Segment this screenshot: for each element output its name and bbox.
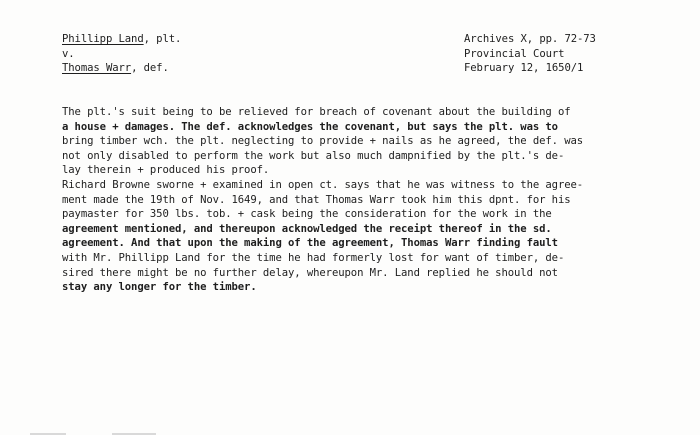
abstract-line: with Mr. Phillipp Land for the time he had formerly lost for want of timber, de- (62, 251, 565, 264)
plaintiff-line (62, 32, 181, 47)
versus-line: v. (62, 47, 75, 60)
abstract-line: paymaster for 350 lbs. tob. + cask being the consideration for the work in the (62, 208, 552, 221)
abstract-line: agreement mentioned, and thereupon acknowledged the receipt thereof in the sd. (62, 222, 552, 235)
archives-reference: Archives X, pp. 72-73 (464, 33, 596, 45)
plaintiff-name: Phillipp Land (62, 33, 144, 45)
abstract-line: sired there might be no further delay, whereupon Mr. Land replied he should not (62, 266, 558, 279)
defendant-name: Thomas Warr (62, 62, 132, 75)
case-date: February 12, 1650/1 (464, 62, 584, 75)
abstract-line: Richard Browne sworne + examined in open ct. says that he was witness to the agree- (62, 178, 584, 191)
defendant-line (62, 61, 181, 76)
defendant-suffix: , def. (131, 62, 169, 75)
abstract-line: ment made the 19th of Nov. 1649, and that Thomas Warr took him this dpnt. for his (62, 193, 571, 206)
abstract-line: not only disabled to perform the work but also much dampnified by the plt.'s de- (62, 149, 565, 162)
abstract-line: The plt.'s suit being to be relieved for breach of covenant about the building of (62, 106, 571, 118)
plaintiff-suffix: , plt. (143, 33, 182, 45)
court-name: Provincial Court (464, 47, 565, 60)
citation-block (464, 32, 596, 76)
abstract-line: a house + damages. The def. acknowledges the covenant, but says the plt. was to (62, 120, 558, 133)
abstract-line: bring timber wch. the plt. neglecting to provide + nails as he agreed, the def. was (62, 135, 584, 148)
abstract-line: agreement. And that upon the making of the agreement, Thomas Warr finding fault (62, 237, 558, 250)
case-caption (62, 32, 181, 76)
abstract-line: stay any longer for the timber. (62, 281, 257, 294)
abstract-line: lay therein + produced his proof. (62, 164, 270, 177)
case-abstract (62, 105, 662, 295)
